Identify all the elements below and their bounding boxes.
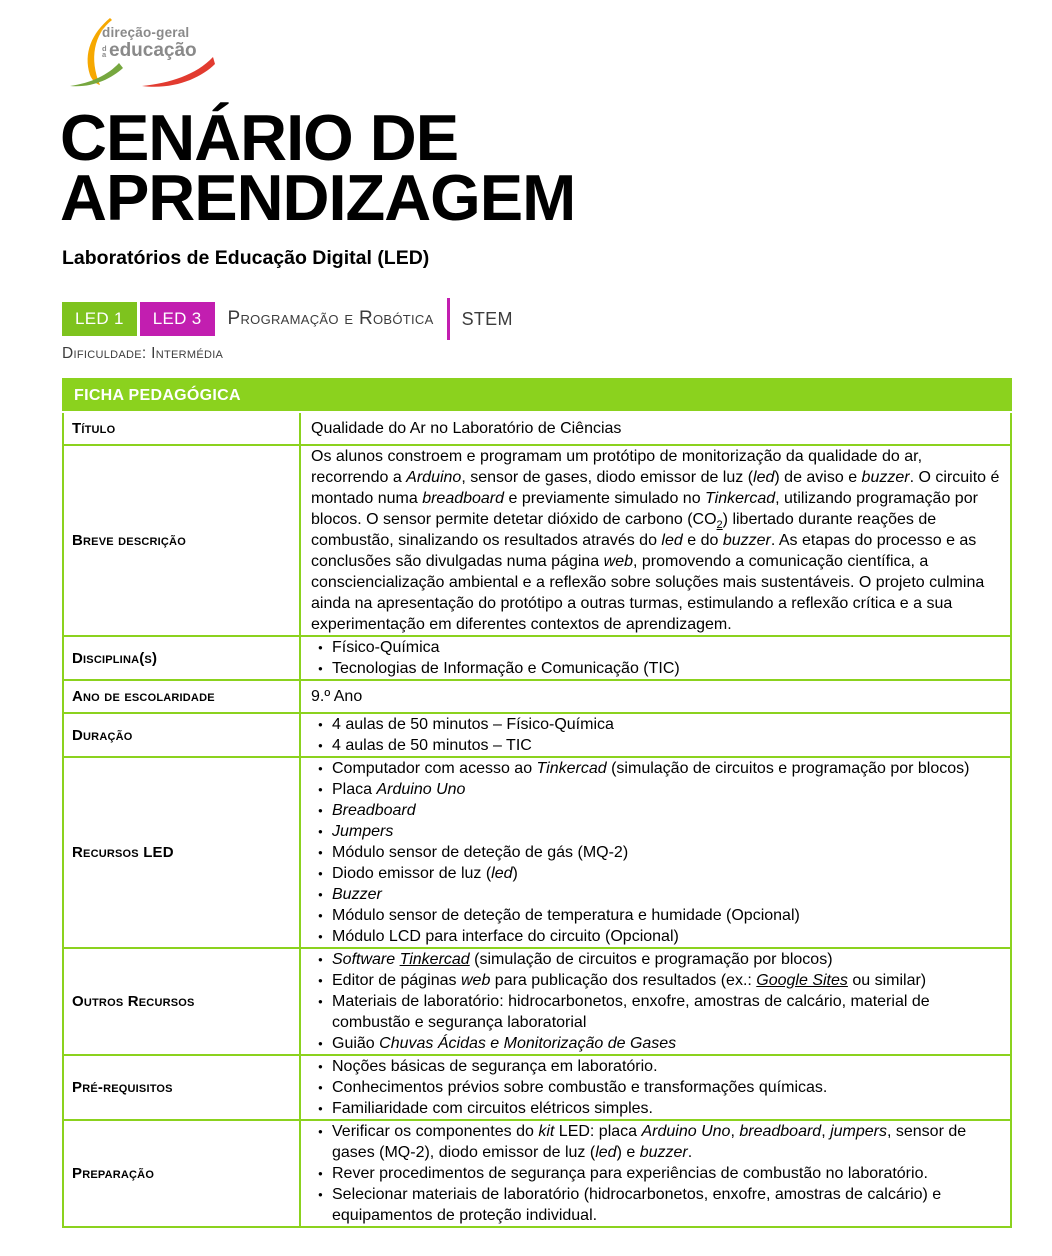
row-value-preparacao xyxy=(300,1120,1011,1227)
text-run: e do xyxy=(682,532,723,549)
list-item xyxy=(311,658,1000,679)
text-run: 4 aulas de 50 minutos – Físico-Química xyxy=(332,716,614,733)
text-run: jumpers xyxy=(830,1123,887,1140)
table-row-pre-requisitos xyxy=(63,1055,1011,1120)
list-item xyxy=(311,1121,1000,1163)
table-row-preparacao xyxy=(63,1120,1011,1227)
text-run: Módulo LCD para interface do circuito (Opcional) xyxy=(332,928,679,945)
row-value-pre-requisitos xyxy=(300,1055,1011,1120)
text-run: . As etapas do processo e as conclusões são divulgadas numa página xyxy=(311,532,977,570)
text-run: Materiais de laboratório: hidrocarbonetos, enxofre, amostras de calcário, material de combustão e segurança laboratorial xyxy=(332,993,930,1031)
text-run: Arduino Uno xyxy=(641,1123,731,1140)
text-run: led xyxy=(491,865,513,882)
ficha-pedagogica-table xyxy=(62,378,1012,1228)
text-run: Buzzer xyxy=(332,886,382,903)
badge-led3: LED 3 xyxy=(140,302,215,336)
list-item xyxy=(311,1033,1000,1054)
row-label-disciplinas: Disciplina(s) xyxy=(63,636,300,680)
text-run: , utilizando programação por blocos. O sensor permite detetar dióxido de carbono (CO xyxy=(311,490,978,528)
text-run: , sensor de gases (MQ-2), diodo emissor de luz ( xyxy=(332,1123,967,1161)
text-run: breadboard xyxy=(422,490,505,507)
category-label: Programação e Robótica xyxy=(227,308,434,329)
text-run: Placa xyxy=(332,781,377,798)
logo-line2-text: educação xyxy=(109,39,197,61)
row-label-pre-requisitos: Pré-requisitos xyxy=(63,1055,300,1120)
text-run: 4 aulas de 50 minutos – TIC xyxy=(332,737,532,754)
logo-line1: direção-geral xyxy=(102,25,190,40)
table-row-ano-de-escolaridade xyxy=(63,680,1011,713)
row-value-duracao xyxy=(300,713,1011,757)
text-run: Breadboard xyxy=(332,802,416,819)
table-row-recursos-led xyxy=(63,757,1011,948)
row-value-disciplinas xyxy=(300,636,1011,680)
row-value-outros-recursos xyxy=(300,948,1011,1055)
bullet-list xyxy=(311,714,1000,756)
list-item xyxy=(311,905,1000,926)
text-run: Verificar os componentes do xyxy=(332,1123,539,1140)
text-run: ) de aviso e xyxy=(774,469,862,486)
list-item xyxy=(311,637,1000,658)
row-value-breve-descricao xyxy=(300,445,1011,636)
row-value-ano-de-escolaridade xyxy=(300,680,1011,713)
row-label-outros-recursos: Outros Recursos xyxy=(63,948,300,1055)
row-value-recursos-led xyxy=(300,757,1011,948)
text-run: Selecionar materiais de laboratório (hidrocarbonetos, enxofre, amostras de calcário) e equipamentos de proteção individual. xyxy=(332,1186,942,1224)
text-run: para publicação dos resultados (ex.: xyxy=(490,972,757,989)
badge-led1: LED 1 xyxy=(62,302,137,336)
paragraph xyxy=(311,418,1000,439)
table-row-duracao xyxy=(63,713,1011,757)
list-item xyxy=(311,949,1000,970)
text-run: , xyxy=(730,1123,740,1140)
list-item xyxy=(311,991,1000,1033)
text-run: Computador com acesso ao xyxy=(332,760,537,777)
paragraph xyxy=(311,446,1000,635)
text-run: Rever procedimentos de segurança para experiências de combustão no laboratório. xyxy=(332,1165,928,1182)
tags-row xyxy=(62,296,513,342)
list-item xyxy=(311,1077,1000,1098)
text-run: Editor de páginas xyxy=(332,972,461,989)
ficha-table-body xyxy=(63,412,1011,1227)
table-header-row xyxy=(63,379,1011,412)
bullet-list xyxy=(311,949,1000,1054)
stem-label: STEM xyxy=(461,308,513,329)
table-header: FICHA PEDAGÓGICA xyxy=(63,379,1011,412)
text-run: , sensor de gases, diodo emissor de luz ( xyxy=(461,469,754,486)
text-run: Jumpers xyxy=(332,823,394,840)
text-run: Guião xyxy=(332,1035,380,1052)
bullet-list xyxy=(311,1056,1000,1119)
text-run: Familiaridade com circuitos elétricos simples. xyxy=(332,1100,653,1117)
text-run: Físico-Química xyxy=(332,639,440,656)
table-row-disciplinas xyxy=(63,636,1011,680)
link[interactable]: Tinkercad xyxy=(399,951,470,968)
text-run: (simulação de circuitos e programação por blocos) xyxy=(469,951,833,968)
text-run: ) e xyxy=(616,1144,640,1161)
text-run: web xyxy=(603,553,633,570)
page-subtitle: Laboratórios de Educação Digital (LED) xyxy=(62,247,430,269)
text-run: (simulação de circuitos e programação por blocos) xyxy=(606,760,970,777)
dge-logo-text xyxy=(102,26,197,60)
text-run: led xyxy=(661,532,683,549)
text-run: buzzer xyxy=(861,469,910,486)
text-run: Noções básicas de segurança em laboratório. xyxy=(332,1058,658,1075)
text-run: buzzer xyxy=(639,1144,688,1161)
text-run: web xyxy=(460,972,491,989)
text-run: kit xyxy=(538,1123,555,1140)
row-label-preparacao: Preparação xyxy=(63,1120,300,1227)
text-run: ) libertado durante reações de combustão, sinalizando os resultados através do xyxy=(311,511,937,549)
text-run: Arduino Uno xyxy=(376,781,466,798)
list-item xyxy=(311,800,1000,821)
text-run: Tecnologias de Informação e Comunicação (TIC) xyxy=(332,660,680,677)
list-item xyxy=(311,1098,1000,1119)
text-run: buzzer xyxy=(722,532,771,549)
text-run: , promovendo a comunicação científica, a consciencialização ambiental e a reflexão sobre soluções mais sustentáveis. O projeto culmina ainda na apresentação do protótipo a outras turmas, estimulando a reflexão crítica e a sua experimentação em diferentes contextos de aprendizagem. xyxy=(311,553,985,633)
row-label-titulo: Título xyxy=(63,412,300,445)
list-item xyxy=(311,842,1000,863)
text-run: Módulo sensor de deteção de gás (MQ-2) xyxy=(332,844,629,861)
row-label-duracao: Duração xyxy=(63,713,300,757)
bullet-list xyxy=(311,758,1000,947)
list-item xyxy=(311,863,1000,884)
row-value-titulo xyxy=(300,412,1011,445)
text-run: , xyxy=(821,1123,831,1140)
list-item xyxy=(311,884,1000,905)
list-item xyxy=(311,821,1000,842)
bullet-list xyxy=(311,637,1000,679)
text-run: LED: placa xyxy=(554,1123,642,1140)
list-item xyxy=(311,779,1000,800)
dge-logo xyxy=(66,13,216,99)
text-run: e previamente simulado no xyxy=(504,490,706,507)
paragraph xyxy=(311,686,1000,707)
text-run: Arduino xyxy=(406,469,462,486)
logo-line2 xyxy=(102,41,197,60)
logo-prefix: da xyxy=(102,43,107,59)
text-run: ou similar) xyxy=(847,972,927,989)
text-run: Chuvas Ácidas e Monitorização de Gases xyxy=(379,1035,677,1052)
list-item xyxy=(311,926,1000,947)
page-title: CENÁRIO DE APRENDIZAGEM xyxy=(60,101,576,234)
table-row-breve-descricao xyxy=(63,445,1011,636)
text-run: led xyxy=(753,469,775,486)
text-run: ) xyxy=(512,865,518,882)
separator-bar xyxy=(447,298,450,340)
text-run: Conhecimentos prévios sobre combustão e transformações químicas. xyxy=(332,1079,828,1096)
text-run: 9.º Ano xyxy=(311,688,363,705)
difficulty-label: Dificuldade: Intermédia xyxy=(62,345,224,362)
list-item xyxy=(311,1056,1000,1077)
text-run: Qualidade do Ar no Laboratório de Ciências xyxy=(311,420,622,437)
text-run: Tinkercad xyxy=(705,490,776,507)
row-label-breve-descricao: Breve descrição xyxy=(63,445,300,636)
table-row-outros-recursos xyxy=(63,948,1011,1055)
text-run: Software xyxy=(332,951,400,968)
table-row-titulo xyxy=(63,412,1011,445)
text-run: . xyxy=(687,1144,693,1161)
text-run: . O circuito é montado numa xyxy=(311,469,1000,507)
text-run: Diodo emissor de luz ( xyxy=(332,865,492,882)
text-run: led xyxy=(595,1144,617,1161)
list-item xyxy=(311,758,1000,779)
list-item xyxy=(311,714,1000,735)
link[interactable]: Google Sites xyxy=(756,972,848,989)
list-item xyxy=(311,1184,1000,1226)
list-item xyxy=(311,970,1000,991)
text-run: breadboard xyxy=(739,1123,822,1140)
text-run: Tinkercad xyxy=(536,760,607,777)
row-label-ano-de-escolaridade: Ano de escolaridade xyxy=(63,680,300,713)
text-run: Módulo sensor de deteção de temperatura e humidade (Opcional) xyxy=(332,907,800,924)
row-label-recursos-led: Recursos LED xyxy=(63,757,300,948)
link[interactable]: 2 xyxy=(716,519,723,532)
bullet-list xyxy=(311,1121,1000,1226)
list-item xyxy=(311,735,1000,756)
text-run: Os alunos constroem e programam um protótipo de monitorização da qualidade do ar, recorrendo a xyxy=(311,448,923,486)
list-item xyxy=(311,1163,1000,1184)
